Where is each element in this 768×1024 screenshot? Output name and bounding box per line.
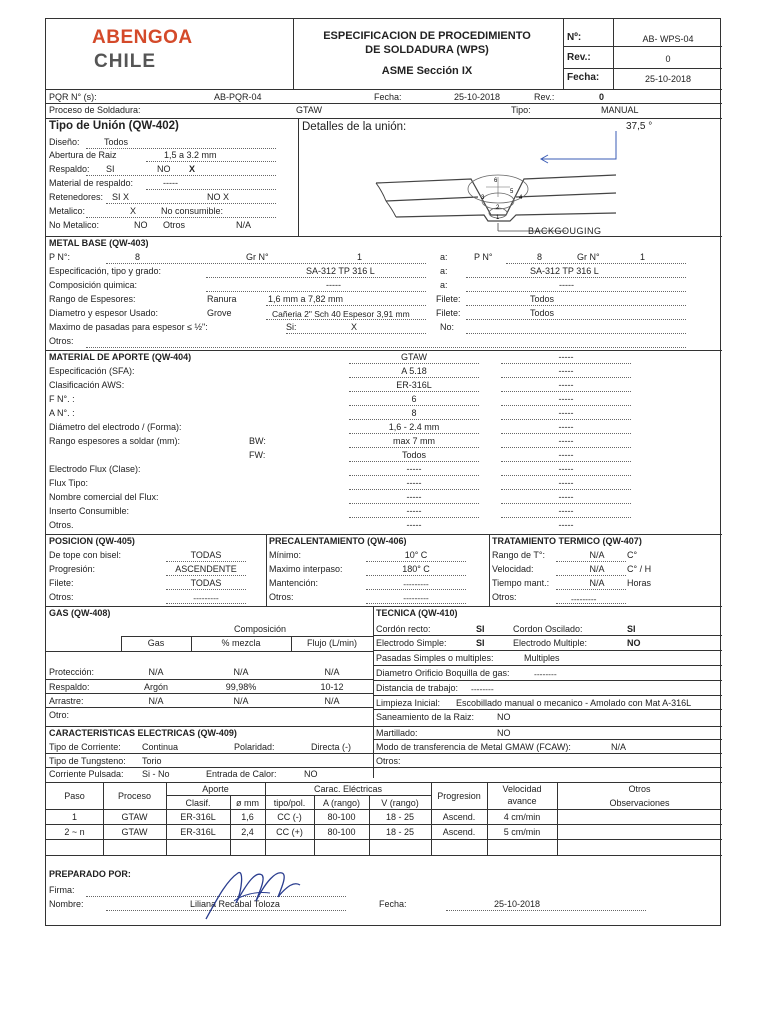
aporte-row-v2: ----- — [558, 394, 574, 404]
entrada-label: Entrada de Calor: — [206, 769, 277, 779]
tratamiento-label: Tiempo mant.: — [492, 578, 550, 588]
backgouging-label: BACKGOUGING — [528, 226, 602, 236]
gas-row-gas: N/A — [148, 667, 164, 677]
retenedores-label: Retenedores: — [49, 192, 104, 202]
fecha-value: 25-10-2018 — [644, 74, 692, 84]
cell-clasif: ER-316L — [180, 827, 216, 837]
th-a: A (rango) — [322, 798, 361, 808]
pn2-label: P N° — [474, 252, 493, 262]
preparado-title: PREPARADO POR: — [49, 869, 131, 879]
aporte-row-v1: ER-316L — [396, 380, 432, 390]
cell-proceso: GTAW — [121, 812, 148, 822]
aporte-row-v1: ----- — [406, 506, 422, 516]
fecha-label: Fecha: — [567, 72, 600, 83]
tratamiento-label: Otros: — [492, 592, 517, 602]
electrodo-mult-value: NO — [627, 638, 641, 648]
th-paso: Paso — [64, 791, 85, 801]
metalico-x: X — [130, 206, 137, 216]
respaldo-si: SI — [106, 164, 115, 174]
tungsteno-label: Tipo de Tungsteno: — [49, 756, 126, 766]
aporte-row-label: Electrodo Flux (Clase): — [49, 464, 141, 474]
limpieza-value: Escobillado manual o mecanico - Amolado con Mat A-316L — [456, 698, 692, 708]
gas-row-mezcla: N/A — [233, 696, 249, 706]
aporte-row-label: A N°. : — [49, 408, 75, 418]
modo-label: Modo de transferencia de Metal GMAW (FCAW): — [376, 742, 571, 752]
aporte-row-v1: 1,6 - 2.4 mm — [388, 422, 440, 432]
aporte-row-v1: A 5.18 — [401, 366, 427, 376]
pqr-fecha-label: Fecha: — [374, 92, 402, 102]
posicion-title: POSICION (QW-405) — [49, 536, 135, 546]
electrodo-simple-label: Electrodo Simple: — [376, 638, 447, 648]
th-proceso: Proceso — [117, 791, 152, 801]
gas-header-mezcla: % mezcla — [221, 638, 261, 648]
tipo-corriente-label: Tipo de Corriente: — [49, 742, 121, 752]
respaldo-x: X — [189, 164, 196, 174]
tratamiento-title: TRATAMIENTO TERMICO (QW-407) — [492, 536, 642, 546]
aporte-row-v1: ----- — [406, 492, 422, 502]
comp2-value: ----- — [559, 280, 574, 290]
gas-row-label: Protección: — [49, 667, 95, 677]
grn-value: 1 — [357, 252, 363, 262]
gas-row-gas: N/A — [148, 696, 164, 706]
retenedores-si: SI X — [112, 192, 130, 202]
firma-label: Firma: — [49, 885, 75, 895]
posicion-label: Progresión: — [49, 564, 96, 574]
proceso-value: GTAW — [296, 105, 322, 115]
tungsteno-value: Torio — [142, 756, 162, 766]
abertura-label: Abertura de Raiz — [49, 150, 117, 160]
th-v: V (rango) — [381, 798, 419, 808]
tecnica-title: TECNICA (QW-410) — [376, 608, 458, 618]
entrada-value: NO — [304, 769, 318, 779]
rev-value: 0 — [665, 54, 671, 64]
aporte-col1-header: GTAW — [401, 352, 427, 362]
wps-form — [45, 18, 721, 926]
gas-row-label: Otro: — [49, 710, 70, 720]
pqr-value: AB-PQR-04 — [214, 92, 262, 102]
aporte-title: MATERIAL DE APORTE (QW-404) — [49, 352, 192, 362]
doc-title-3: ASME Sección IX — [381, 65, 473, 77]
fw-label: FW: — [249, 450, 266, 460]
cell-paso: 1 — [71, 812, 77, 822]
precal-value: --------- — [403, 593, 429, 603]
aporte-row-v1: ----- — [406, 520, 422, 530]
tratamiento-label: Rango de T°: — [492, 550, 545, 560]
no-metalico-label: No Metalico: — [49, 220, 100, 230]
cell-tipo: CC (-) — [277, 812, 302, 822]
posicion-value: --------- — [193, 593, 219, 603]
pqr-rev-value: 0 — [599, 92, 605, 102]
aporte-row-v1: ----- — [406, 464, 422, 474]
precal-value: 180° C — [402, 564, 430, 574]
grove-label: Grove — [207, 308, 232, 318]
polaridad-value: Directa (-) — [311, 742, 351, 752]
espec-value: SA-312 TP 316 L — [306, 266, 375, 276]
comp-label: Composición quimica: — [49, 280, 138, 290]
precal-title: PRECALENTAMIENTO (QW-406) — [269, 536, 407, 546]
aporte-row-label: Rango espesores a soldar (mm): — [49, 436, 181, 446]
posicion-label: De tope con bisel: — [49, 550, 122, 560]
gas-row-label: Respaldo: — [49, 682, 90, 692]
pasadas-label: Pasadas Simples o multiples: — [376, 653, 494, 663]
aporte-row-v1: Todos — [401, 450, 427, 460]
cell-a: 80-100 — [327, 827, 356, 837]
distancia-value: -------- — [471, 684, 494, 694]
abertura-value: 1,5 a 3.2 mm — [164, 150, 217, 160]
precal-label: Mínimo: — [269, 550, 302, 560]
no-metalico-otros: Otros — [163, 220, 186, 230]
aporte-row-v1: ----- — [406, 478, 422, 488]
martillado-value: NO — [497, 728, 511, 738]
rango-value: 1,6 mm a 7,82 mm — [268, 294, 344, 304]
aporte-col2-header: ----- — [558, 352, 574, 362]
espec2-value: SA-312 TP 316 L — [530, 266, 599, 276]
pass-6: 6 — [494, 178, 498, 184]
proceso-label: Proceso de Soldadura: — [49, 105, 141, 115]
diametro-value: -------- — [534, 669, 557, 679]
diam-label: Diametro y espesor Usado: — [49, 308, 159, 318]
material-label: Material de respaldo: — [49, 178, 134, 188]
nombre-value: Liliana Recabal Toloza — [190, 899, 280, 909]
gas-row-label: Arrastre: — [49, 696, 84, 706]
aporte-row-v2: ----- — [558, 464, 574, 474]
tratamiento-unit: C° / H — [627, 564, 652, 574]
si-value: X — [351, 322, 358, 332]
cell-proceso: GTAW — [121, 827, 148, 837]
polaridad-label: Polaridad: — [234, 742, 275, 752]
gas-title: GAS (QW-408) — [49, 608, 111, 618]
signature-icon — [186, 851, 326, 923]
pn-value: 8 — [135, 252, 141, 262]
aporte-row-v2: ----- — [558, 506, 574, 516]
cell-tipo: CC (+) — [276, 827, 303, 837]
cell-diam: 1,6 — [241, 812, 254, 822]
cordon-recto-value: SI — [476, 624, 485, 634]
rev-label: Rev.: — [567, 52, 591, 63]
logo-chile: CHILE — [94, 51, 156, 72]
retenedores-no: NO X — [207, 192, 230, 202]
rango-label: Rango de Espesores: — [49, 294, 136, 304]
espec-label: Especificación, tipo y grado: — [49, 266, 162, 276]
aporte-row-label: Clasificación AWS: — [49, 380, 125, 390]
aporte-row-label: Nombre comercial del Flux: — [49, 492, 159, 502]
gas-header-gas: Gas — [147, 638, 165, 648]
th-progresion: Progresion — [437, 791, 481, 801]
aporte-row-v2: ----- — [558, 478, 574, 488]
metal-base-title: METAL BASE (QW-403) — [49, 238, 149, 248]
no-metalico-na: N/A — [236, 220, 252, 230]
aporte-row-label: Inserto Consumible: — [49, 506, 130, 516]
aporte-row-v2: ----- — [558, 520, 574, 530]
filete2-label: Filete: — [436, 308, 461, 318]
logo-abengoa: ABENGOA — [92, 27, 193, 48]
th-velocidad-1: Velocidad — [502, 784, 542, 794]
aporte-row-label: Otros. — [49, 520, 74, 530]
union-title: Tipo de Unión (QW-402) — [49, 120, 179, 132]
pass-5: 5 — [510, 189, 514, 195]
tipo-value: MANUAL — [601, 105, 639, 115]
no-consumible-label: No consumible: — [161, 206, 224, 216]
respaldo-no: NO — [157, 164, 171, 174]
pass-4: 4 — [519, 195, 523, 201]
tratamiento-label: Velocidad: — [492, 564, 534, 574]
angle-value: 37,5 ° — [626, 121, 653, 132]
cell-clasif: ER-316L — [180, 812, 216, 822]
no-pasadas-label: No: — [440, 322, 455, 332]
precal-value: --------- — [403, 579, 429, 589]
gas-row-flujo: N/A — [324, 667, 340, 677]
electrodo-mult-label: Electrodo Multiple: — [513, 638, 588, 648]
preparado-fecha-value: 25-10-2018 — [494, 899, 541, 909]
no-value: AB- WPS-04 — [642, 34, 694, 44]
no-label: Nº: — [567, 32, 582, 43]
cell-diam: 2,4 — [241, 827, 254, 837]
tipo-label: Tipo: — [511, 105, 531, 115]
cell-vel: 5 cm/min — [503, 827, 541, 837]
th-otros-2: Observaciones — [609, 798, 670, 808]
aporte-row-v2: ----- — [558, 366, 574, 376]
a-label: a: — [440, 252, 448, 262]
posicion-value: TODAS — [190, 550, 222, 560]
diseno-value: Todos — [104, 137, 129, 147]
espec-a-label: a: — [440, 266, 448, 276]
cell-a: 80-100 — [327, 812, 356, 822]
precal-value: 10° C — [404, 550, 428, 560]
ranura-label: Ranura — [207, 294, 237, 304]
aporte-row-v1: max 7 mm — [392, 436, 435, 446]
diseno-label: Diseño: — [49, 137, 80, 147]
joint-sketch-icon — [366, 127, 686, 233]
cell-prog: Ascend. — [442, 827, 476, 837]
max-pasadas-label: Maximo de pasadas para espesor ≤ ½": — [49, 322, 208, 332]
aporte-row-label: Diámetro del electrodo / (Forma): — [49, 422, 182, 432]
th-diam: ø mm — [236, 798, 259, 808]
precal-label: Mantención: — [269, 578, 319, 588]
aporte-row-v2: ----- — [558, 408, 574, 418]
gas-row-gas: Argón — [143, 682, 169, 692]
electrodo-simple-value: SI — [476, 638, 485, 648]
gas-composicion: Composición — [234, 624, 287, 634]
cell-prog: Ascend. — [442, 812, 476, 822]
cordon-osc-value: SI — [627, 624, 636, 634]
aporte-row-v2: ----- — [558, 380, 574, 390]
posicion-label: Otros: — [49, 592, 74, 602]
pass-2: 2 — [496, 205, 500, 211]
no-metalico-no: NO — [134, 220, 148, 230]
martillado-label: Martillado: — [376, 728, 418, 738]
aporte-row-label: Flux Tipo: — [49, 478, 89, 488]
details-title: Detalles de la unión: — [302, 121, 407, 133]
pass-1: 1 — [496, 215, 500, 221]
th-clasif: Clasif. — [185, 798, 211, 808]
tratamiento-unit: Horas — [627, 578, 652, 588]
aporte-row-v2: ----- — [558, 492, 574, 502]
doc-title-2: DE SOLDADURA (WPS) — [365, 44, 489, 56]
electricas-title: CARACTERISTICAS ELECTRICAS (QW-409) — [49, 728, 237, 738]
cell-v: 18 - 25 — [385, 827, 415, 837]
aporte-row-v2: ----- — [558, 436, 574, 446]
filete-value: Todos — [530, 294, 555, 304]
aporte-row-label: F N°. : — [49, 394, 75, 404]
gas-row-flujo: N/A — [324, 696, 340, 706]
grn-label: Gr N° — [246, 252, 269, 262]
saneamiento-label: Saneamiento de la Raiz: — [376, 712, 475, 722]
tratamiento-unit: C° — [627, 550, 638, 560]
metal-otros-label: Otros: — [49, 336, 74, 346]
aporte-row-v2: ----- — [558, 450, 574, 460]
saneamiento-value: NO — [497, 712, 511, 722]
aporte-row-v1: 8 — [411, 408, 417, 418]
comp-value: ----- — [326, 280, 341, 290]
th-velocidad-2: avance — [507, 796, 537, 806]
tipo-corriente-value: Continua — [142, 742, 179, 752]
filete-label: Filete: — [436, 294, 461, 304]
pulsada-label: Corriente Pulsada: — [49, 769, 124, 779]
pulsada-value: Si - No — [142, 769, 170, 779]
cordon-osc-label: Cordon Oscilado: — [513, 624, 583, 634]
si-label: Si: — [286, 322, 297, 332]
gas-row-mezcla: N/A — [233, 667, 249, 677]
pqr-fecha-value: 25-10-2018 — [454, 92, 501, 102]
cell-v: 18 - 25 — [385, 812, 415, 822]
pass-3: 3 — [481, 195, 485, 201]
diam-value: Cañeria 2" Sch 40 Espesor 3,91 mm — [272, 309, 410, 319]
distancia-label: Distancia de trabajo: — [376, 683, 459, 693]
tratamiento-value: N/A — [589, 564, 605, 574]
modo-value: N/A — [611, 742, 627, 752]
limpieza-label: Limpieza Inicial: — [376, 698, 441, 708]
aporte-row-v2: ----- — [558, 422, 574, 432]
pqr-label: PQR N° (s): — [49, 92, 97, 102]
posicion-value: ASCENDENTE — [175, 564, 237, 574]
tratamiento-value: N/A — [589, 578, 605, 588]
posicion-value: TODAS — [190, 578, 222, 588]
th-tipo: tipo/pol. — [273, 798, 306, 808]
tecnica-otros-label: Otros: — [376, 756, 401, 766]
precal-label: Maximo interpaso: — [269, 564, 343, 574]
th-aporte: Aporte — [202, 784, 229, 794]
aporte-row-v1: 6 — [411, 394, 417, 404]
grn2-label: Gr N° — [577, 252, 600, 262]
preparado-fecha-label: Fecha: — [379, 899, 407, 909]
comp-a-label: a: — [440, 280, 448, 290]
pasadas-value: Multiples — [524, 653, 560, 663]
metalico-label: Metalico: — [49, 206, 86, 216]
aporte-row-label: Especificación (SFA): — [49, 366, 135, 376]
filete2-value: Todos — [530, 308, 555, 318]
cell-paso: 2 ~ n — [64, 827, 85, 837]
respaldo-label: Respaldo: — [49, 164, 90, 174]
pn2-value: 8 — [537, 252, 543, 262]
grn2-value: 1 — [640, 252, 646, 262]
pqr-rev-label: Rev.: — [534, 92, 555, 102]
material-value: ----- — [163, 178, 178, 188]
tratamiento-value: --------- — [571, 594, 597, 604]
pn-label: P N°: — [49, 252, 70, 262]
tratamiento-value: N/A — [589, 550, 605, 560]
gas-row-flujo: 10-12 — [320, 682, 344, 692]
th-carac: Carac. Eléctricas — [313, 784, 383, 794]
th-otros-1: Otros — [628, 784, 651, 794]
posicion-label: Filete: — [49, 578, 74, 588]
gas-row-mezcla: 99,98% — [225, 682, 257, 692]
diametro-label: Diametro Orificio Boquilla de gas: — [376, 668, 510, 678]
precal-label: Otros: — [269, 592, 294, 602]
bw-label: BW: — [249, 436, 266, 446]
doc-title-1: ESPECIFICACION DE PROCEDIMIENTO — [323, 30, 531, 42]
gas-header-flujo: Flujo (L/min) — [306, 638, 357, 648]
cell-vel: 4 cm/min — [503, 812, 541, 822]
cordon-recto-label: Cordón recto: — [376, 624, 431, 634]
nombre-label: Nombre: — [49, 899, 84, 909]
